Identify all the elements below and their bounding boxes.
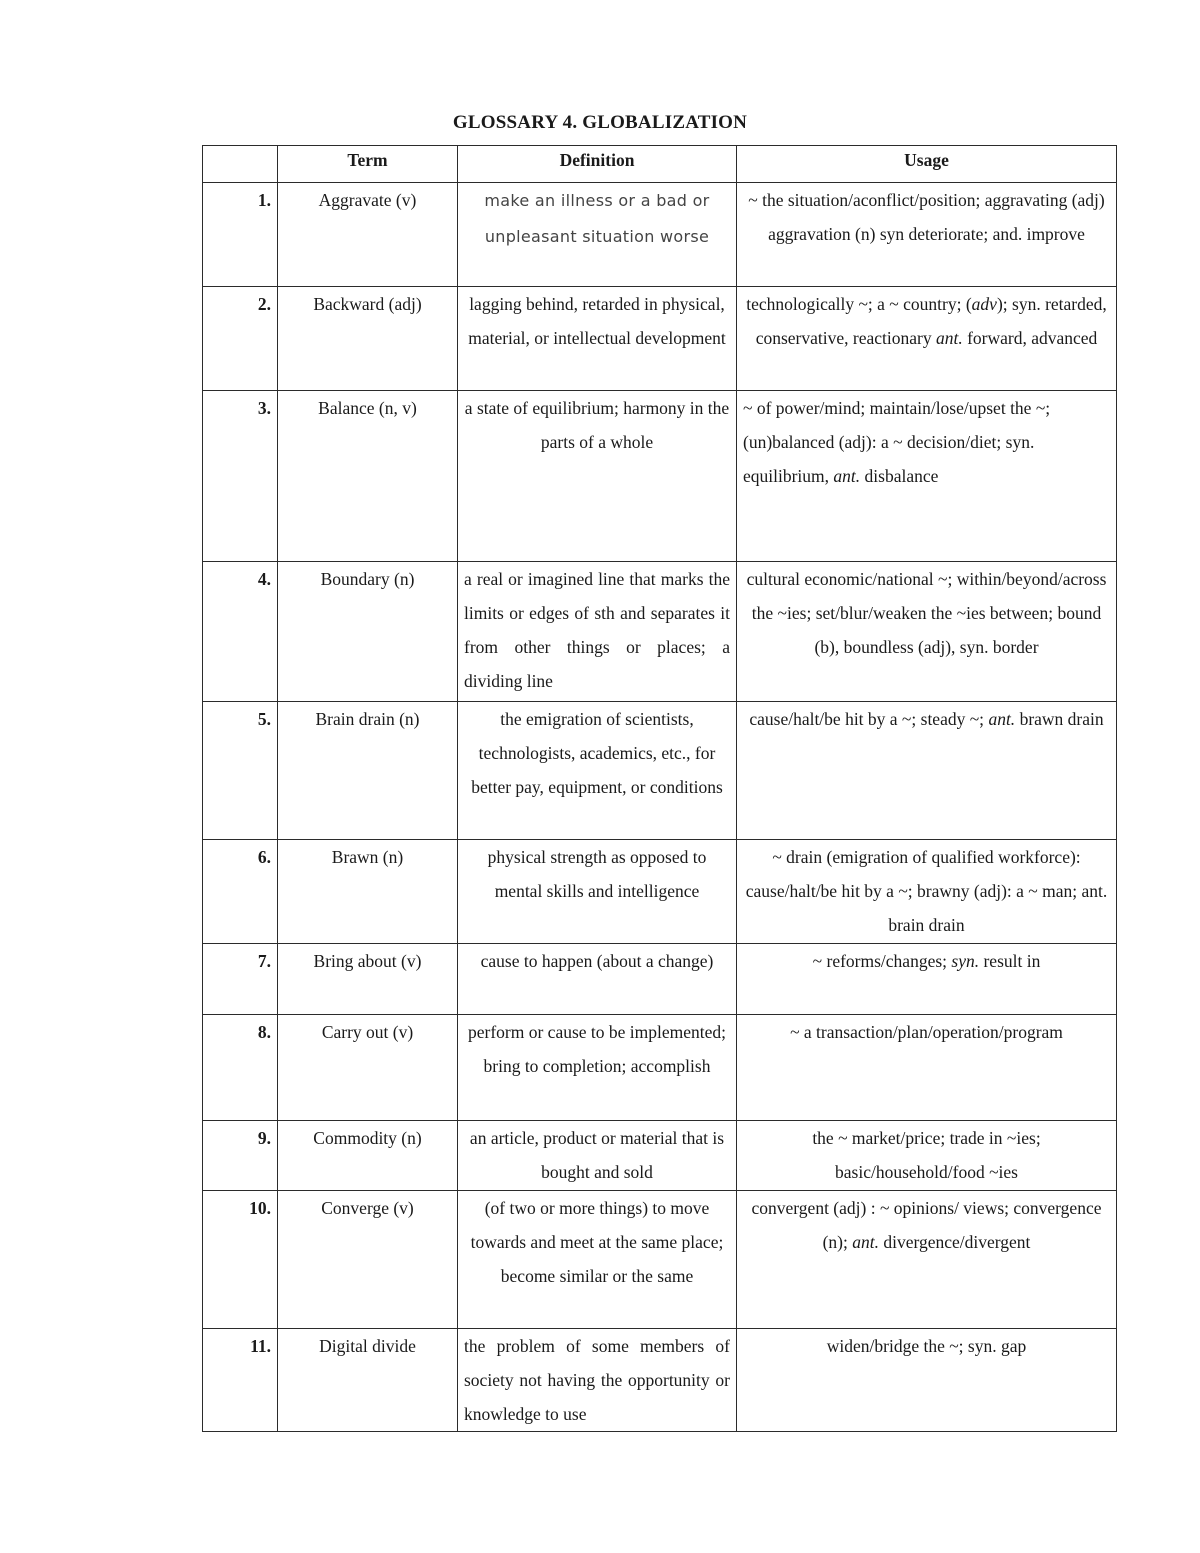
row-number: 2. xyxy=(203,287,278,391)
header-num xyxy=(203,146,278,183)
header-term: Term xyxy=(278,146,458,183)
definition-cell: cause to happen (about a change) xyxy=(458,944,737,1015)
row-number: 3. xyxy=(203,391,278,562)
row-number: 11. xyxy=(203,1329,278,1432)
term-cell: Converge (v) xyxy=(278,1191,458,1329)
usage-text: result in xyxy=(979,951,1041,971)
usage-text: ~ of power/mind; maintain/lose/upset the ~; (un)balanced (adj): a ~ decision/diet; syn. equilibrium, xyxy=(743,398,1051,486)
definition-cell: a real or imagined line that marks the limits or edges of sth and separates it from other things or places; a dividing line xyxy=(458,562,737,702)
usage-text: technologically ~; a ~ country; ( xyxy=(746,294,972,314)
row-number: 6. xyxy=(203,840,278,944)
row-number: 8. xyxy=(203,1015,278,1121)
table-row xyxy=(203,1329,1117,1432)
glossary-table xyxy=(202,145,1117,1432)
usage-text: brawn drain xyxy=(1015,709,1104,729)
term-cell: Brawn (n) xyxy=(278,840,458,944)
definition-cell: lagging behind, retarded in physical, material, or intellectual development xyxy=(458,287,737,391)
usage-italic: ant. xyxy=(833,466,861,486)
usage-text: ~ reforms/changes; xyxy=(812,951,952,971)
usage-italic: ant. xyxy=(852,1232,879,1252)
definition-cell: the emigration of scientists, technologists, academics, etc., for better pay, equipment, or conditions xyxy=(458,702,737,840)
usage-cell xyxy=(737,287,1117,391)
term-cell: Bring about (v) xyxy=(278,944,458,1015)
term-cell: Carry out (v) xyxy=(278,1015,458,1121)
definition-cell: perform or cause to be implemented; bring to completion; accomplish xyxy=(458,1015,737,1121)
term-cell: Backward (adj) xyxy=(278,287,458,391)
usage-italic: adv xyxy=(971,294,997,314)
table-row xyxy=(203,840,1117,944)
table-row xyxy=(203,944,1117,1015)
row-number: 9. xyxy=(203,1121,278,1191)
row-number: 4. xyxy=(203,562,278,702)
usage-cell: widen/bridge the ~; syn. gap xyxy=(737,1329,1117,1432)
table-row xyxy=(203,391,1117,562)
definition-cell: a state of equilibrium; harmony in the parts of a whole xyxy=(458,391,737,562)
table-row xyxy=(203,1015,1117,1121)
table-row xyxy=(203,702,1117,840)
usage-cell: the ~ market/price; trade in ~ies; basic/household/food ~ies xyxy=(737,1121,1117,1191)
row-number: 5. xyxy=(203,702,278,840)
usage-cell: ~ the situation/aconflict/position; aggravating (adj) aggravation (n) syn deteriorate; and. improve xyxy=(737,183,1117,287)
definition-cell: the problem of some members of society not having the opportunity or knowledge to use xyxy=(458,1329,737,1432)
usage-cell xyxy=(737,702,1117,840)
row-number: 1. xyxy=(203,183,278,287)
usage-italic: ant. xyxy=(935,328,963,348)
usage-cell xyxy=(737,944,1117,1015)
term-cell: Boundary (n) xyxy=(278,562,458,702)
term-cell: Digital divide xyxy=(278,1329,458,1432)
usage-cell: ~ drain (emigration of qualified workforce): cause/halt/be hit by a ~; brawny (adj): a ~ man; ant. brain drain xyxy=(737,840,1117,944)
usage-text: divergence/divergent xyxy=(878,1232,1031,1252)
usage-text: disbalance xyxy=(860,466,939,486)
term-cell: Aggravate (v) xyxy=(278,183,458,287)
page-title: GLOSSARY 4. GLOBALIZATION xyxy=(452,112,748,133)
table-row xyxy=(203,183,1117,287)
usage-cell xyxy=(737,391,1117,562)
usage-italic: syn. xyxy=(951,951,980,971)
table-row xyxy=(203,287,1117,391)
usage-text: forward, advanced xyxy=(962,328,1098,348)
header-usage: Usage xyxy=(737,146,1117,183)
row-number: 10. xyxy=(203,1191,278,1329)
usage-text: ); syn. retarded, conservative, reactionary xyxy=(755,294,1107,348)
row-number: 7. xyxy=(203,944,278,1015)
term-cell: Commodity (n) xyxy=(278,1121,458,1191)
term-cell: Balance (n, v) xyxy=(278,391,458,562)
definition-cell: make an illness or a bad or unpleasant situation worse xyxy=(458,183,737,287)
term-cell: Brain drain (n) xyxy=(278,702,458,840)
usage-cell: cultural economic/national ~; within/beyond/across the ~ies; set/blur/weaken the ~ies between; bound (b), boundless (adj), syn. border xyxy=(737,562,1117,702)
usage-italic: ant. xyxy=(988,709,1016,729)
definition-cell: (of two or more things) to move towards and meet at the same place; become similar or the same xyxy=(458,1191,737,1329)
header-row xyxy=(203,146,1117,183)
usage-text: convergent (adj) : ~ opinions/ views; convergence (n); xyxy=(751,1198,1102,1252)
definition-cell: an article, product or material that is bought and sold xyxy=(458,1121,737,1191)
table-row xyxy=(203,1121,1117,1191)
table-row xyxy=(203,1191,1117,1329)
usage-cell: ~ a transaction/plan/operation/program xyxy=(737,1015,1117,1121)
table-row xyxy=(203,562,1117,702)
usage-text: cause/halt/be hit by a ~; steady ~; xyxy=(749,709,989,729)
definition-cell: physical strength as opposed to mental skills and intelligence xyxy=(458,840,737,944)
usage-cell xyxy=(737,1191,1117,1329)
header-definition: Definition xyxy=(458,146,737,183)
